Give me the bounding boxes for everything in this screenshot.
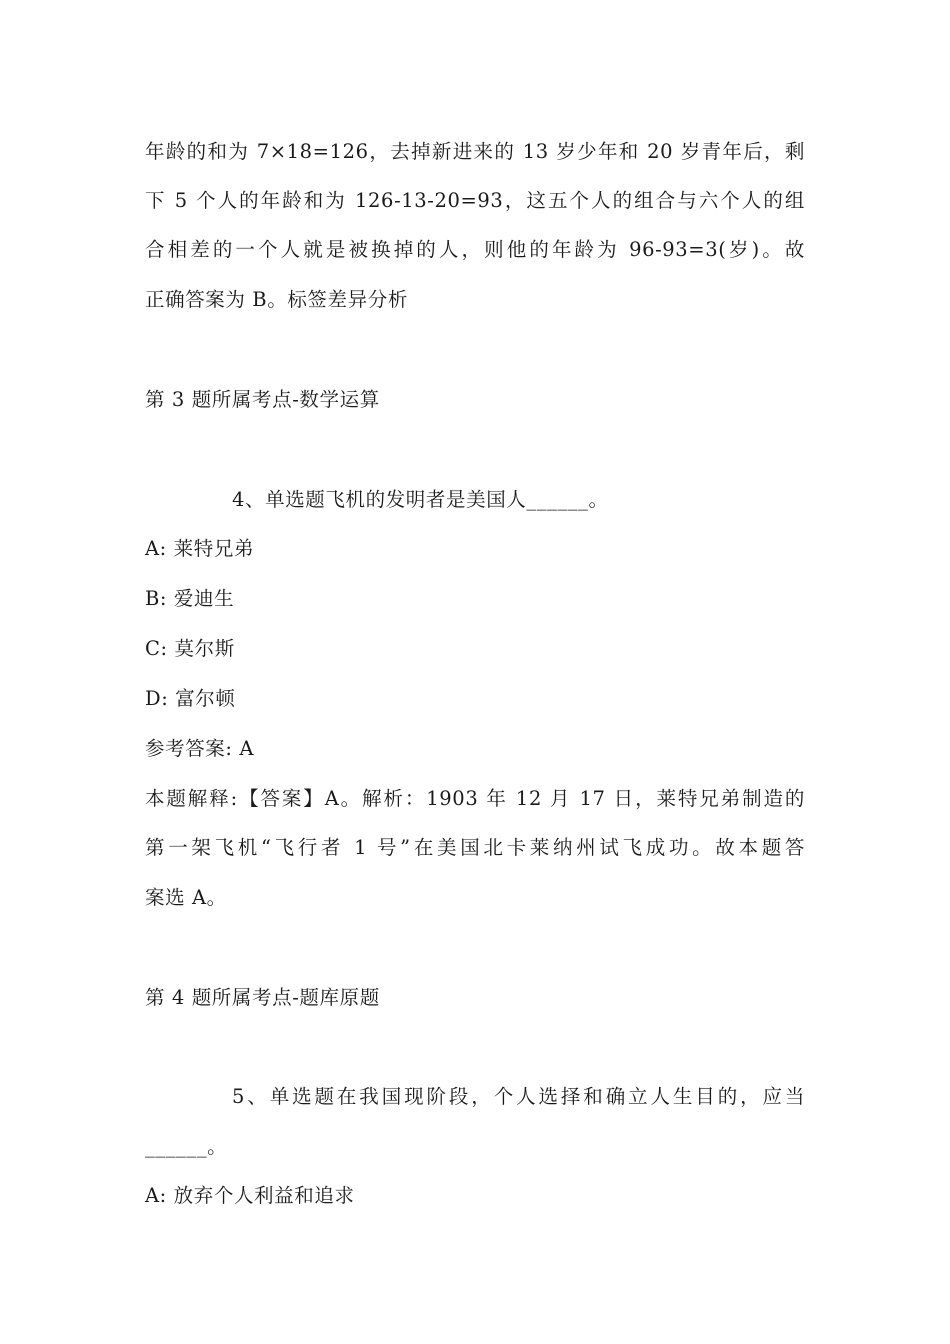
q4-answer: 参考答案: A (145, 737, 255, 760)
q3-explanation-line-3: 合相差的一个人就是被换掉的人，则他的年龄为 96-93=3(岁)。故 (145, 238, 805, 261)
q4-explanation-line-3: 案选 A。 (145, 886, 227, 909)
q4-stem: 4、单选题飞机的发明者是美国人______。 (232, 488, 609, 511)
q4-option-d: D: 富尔顿 (145, 687, 236, 710)
q3-explanation-line-1: 年龄的和为 7×18=126，去掉新进来的 13 岁少年和 20 岁青年后，剩 (145, 140, 805, 163)
q4-option-c: C: 莫尔斯 (145, 637, 235, 660)
q3-topic: 第 3 题所属考点-数学运算 (145, 388, 380, 411)
q4-topic: 第 4 题所属考点-题库原题 (145, 986, 380, 1009)
q4-explanation-line-2: 第一架飞机“飞行者 1 号”在美国北卡莱纳州试飞成功。故本题答 (145, 836, 805, 859)
q5-stem-line-2: ______。 (145, 1135, 228, 1158)
q5-option-a: A: 放弃个人利益和追求 (145, 1184, 355, 1207)
q3-explanation-line-4: 正确答案为 B。标签差异分析 (145, 288, 408, 311)
q3-explanation-line-2: 下 5 个人的年龄和为 126-13-20=93，这五个人的组合与六个人的组 (145, 189, 805, 212)
q5-stem-line-1: 5、单选题在我国现阶段，个人选择和确立人生目的，应当 (232, 1085, 805, 1108)
q4-option-b: B: 爱迪生 (145, 587, 235, 610)
q4-explanation-line-1: 本题解释:【答案】A。解析：1903 年 12 月 17 日，莱特兄弟制造的 (145, 787, 805, 810)
q4-option-a: A: 莱特兄弟 (145, 537, 255, 560)
